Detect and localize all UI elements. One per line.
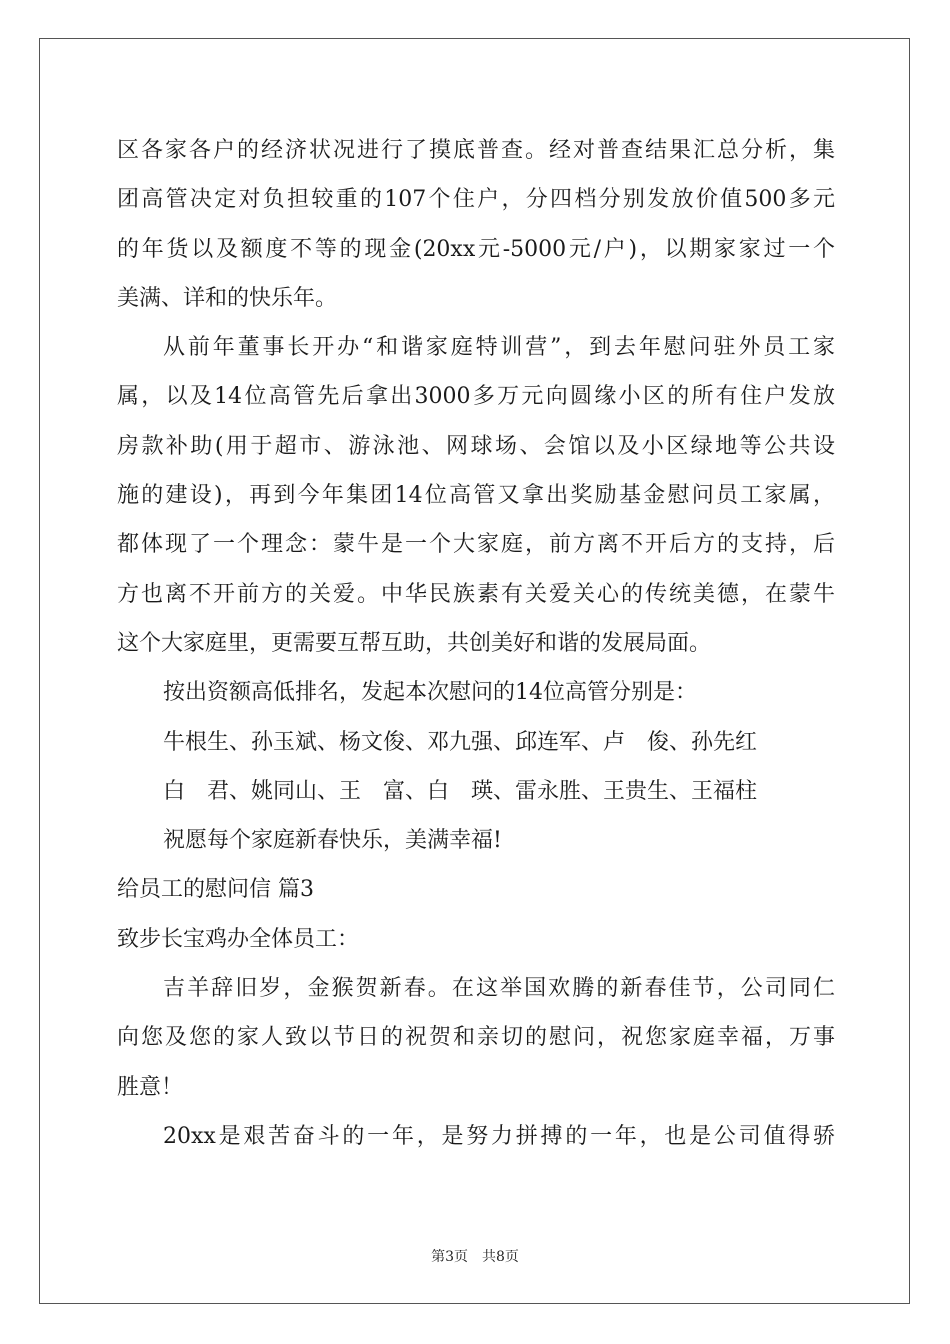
- salutation: 致步长宝鸡办全体员工：: [117, 926, 360, 952]
- text-line: 方也离不开前方的关爱。中华民族素有关爱关心的传统美德，在蒙牛: [117, 581, 835, 607]
- text-line: 都体现了一个理念：蒙牛是一个大家庭，前方离不开后方的支持，后: [117, 532, 835, 558]
- text-line: 20xx是艰苦奋斗的一年，是努力拼搏的一年，也是公司值得骄: [163, 1123, 835, 1149]
- executive-names-line: 白 君、姚同山、王 富、白 瑛、雷永胜、王贵生、王福柱: [163, 778, 758, 804]
- text-line: 祝愿每个家庭新春快乐，美满幸福!: [163, 828, 502, 854]
- text-line: 的年货以及额度不等的现金(20xx元-5000元/户)，以期家家过一个: [117, 236, 835, 262]
- text-line: 这个大家庭里，更需要互帮互助，共创美好和谐的发展局面。: [117, 630, 712, 656]
- section-heading: 给员工的慰问信 篇3: [117, 877, 314, 903]
- text-line: 按出资额高低排名，发起本次慰问的14位高管分别是：: [163, 680, 697, 706]
- text-line: 属，以及14位高管先后拿出3000多万元向圆缘小区的所有住户发放: [117, 384, 835, 410]
- document-body: [117, 126, 835, 1161]
- text-line: 向您及您的家人致以节日的祝贺和亲切的慰问，祝您家庭幸福，万事: [117, 1025, 835, 1051]
- text-line: 胜意！: [117, 1074, 184, 1100]
- text-line: 团高管决定对负担较重的107个住户，分四档分别发放价值500多元: [117, 187, 835, 213]
- text-line: 吉羊辞旧岁，金猴贺新春。在这举国欢腾的新春佳节，公司同仁: [163, 976, 835, 1002]
- executive-names-line: 牛根生、孙玉斌、杨文俊、邓九强、邱连军、卢 俊、孙先红: [163, 729, 758, 755]
- text-line: 区各家各户的经济状况进行了摸底普查。经对普查结果汇总分析，集: [117, 138, 835, 163]
- text-line: 房款补助(用于超市、游泳池、网球场、会馆以及小区绿地等公共设: [117, 433, 835, 459]
- text-line: 美满、详和的快乐年。: [117, 285, 338, 311]
- text-line: 从前年董事长开办“和谐家庭特训营”，到去年慰问驻外员工家: [163, 335, 835, 361]
- page-number-footer: 第3页 共8页: [431, 1249, 519, 1265]
- text-line: 施的建设)，再到今年集团14位高管又拿出奖励基金慰问员工家属，: [117, 483, 835, 509]
